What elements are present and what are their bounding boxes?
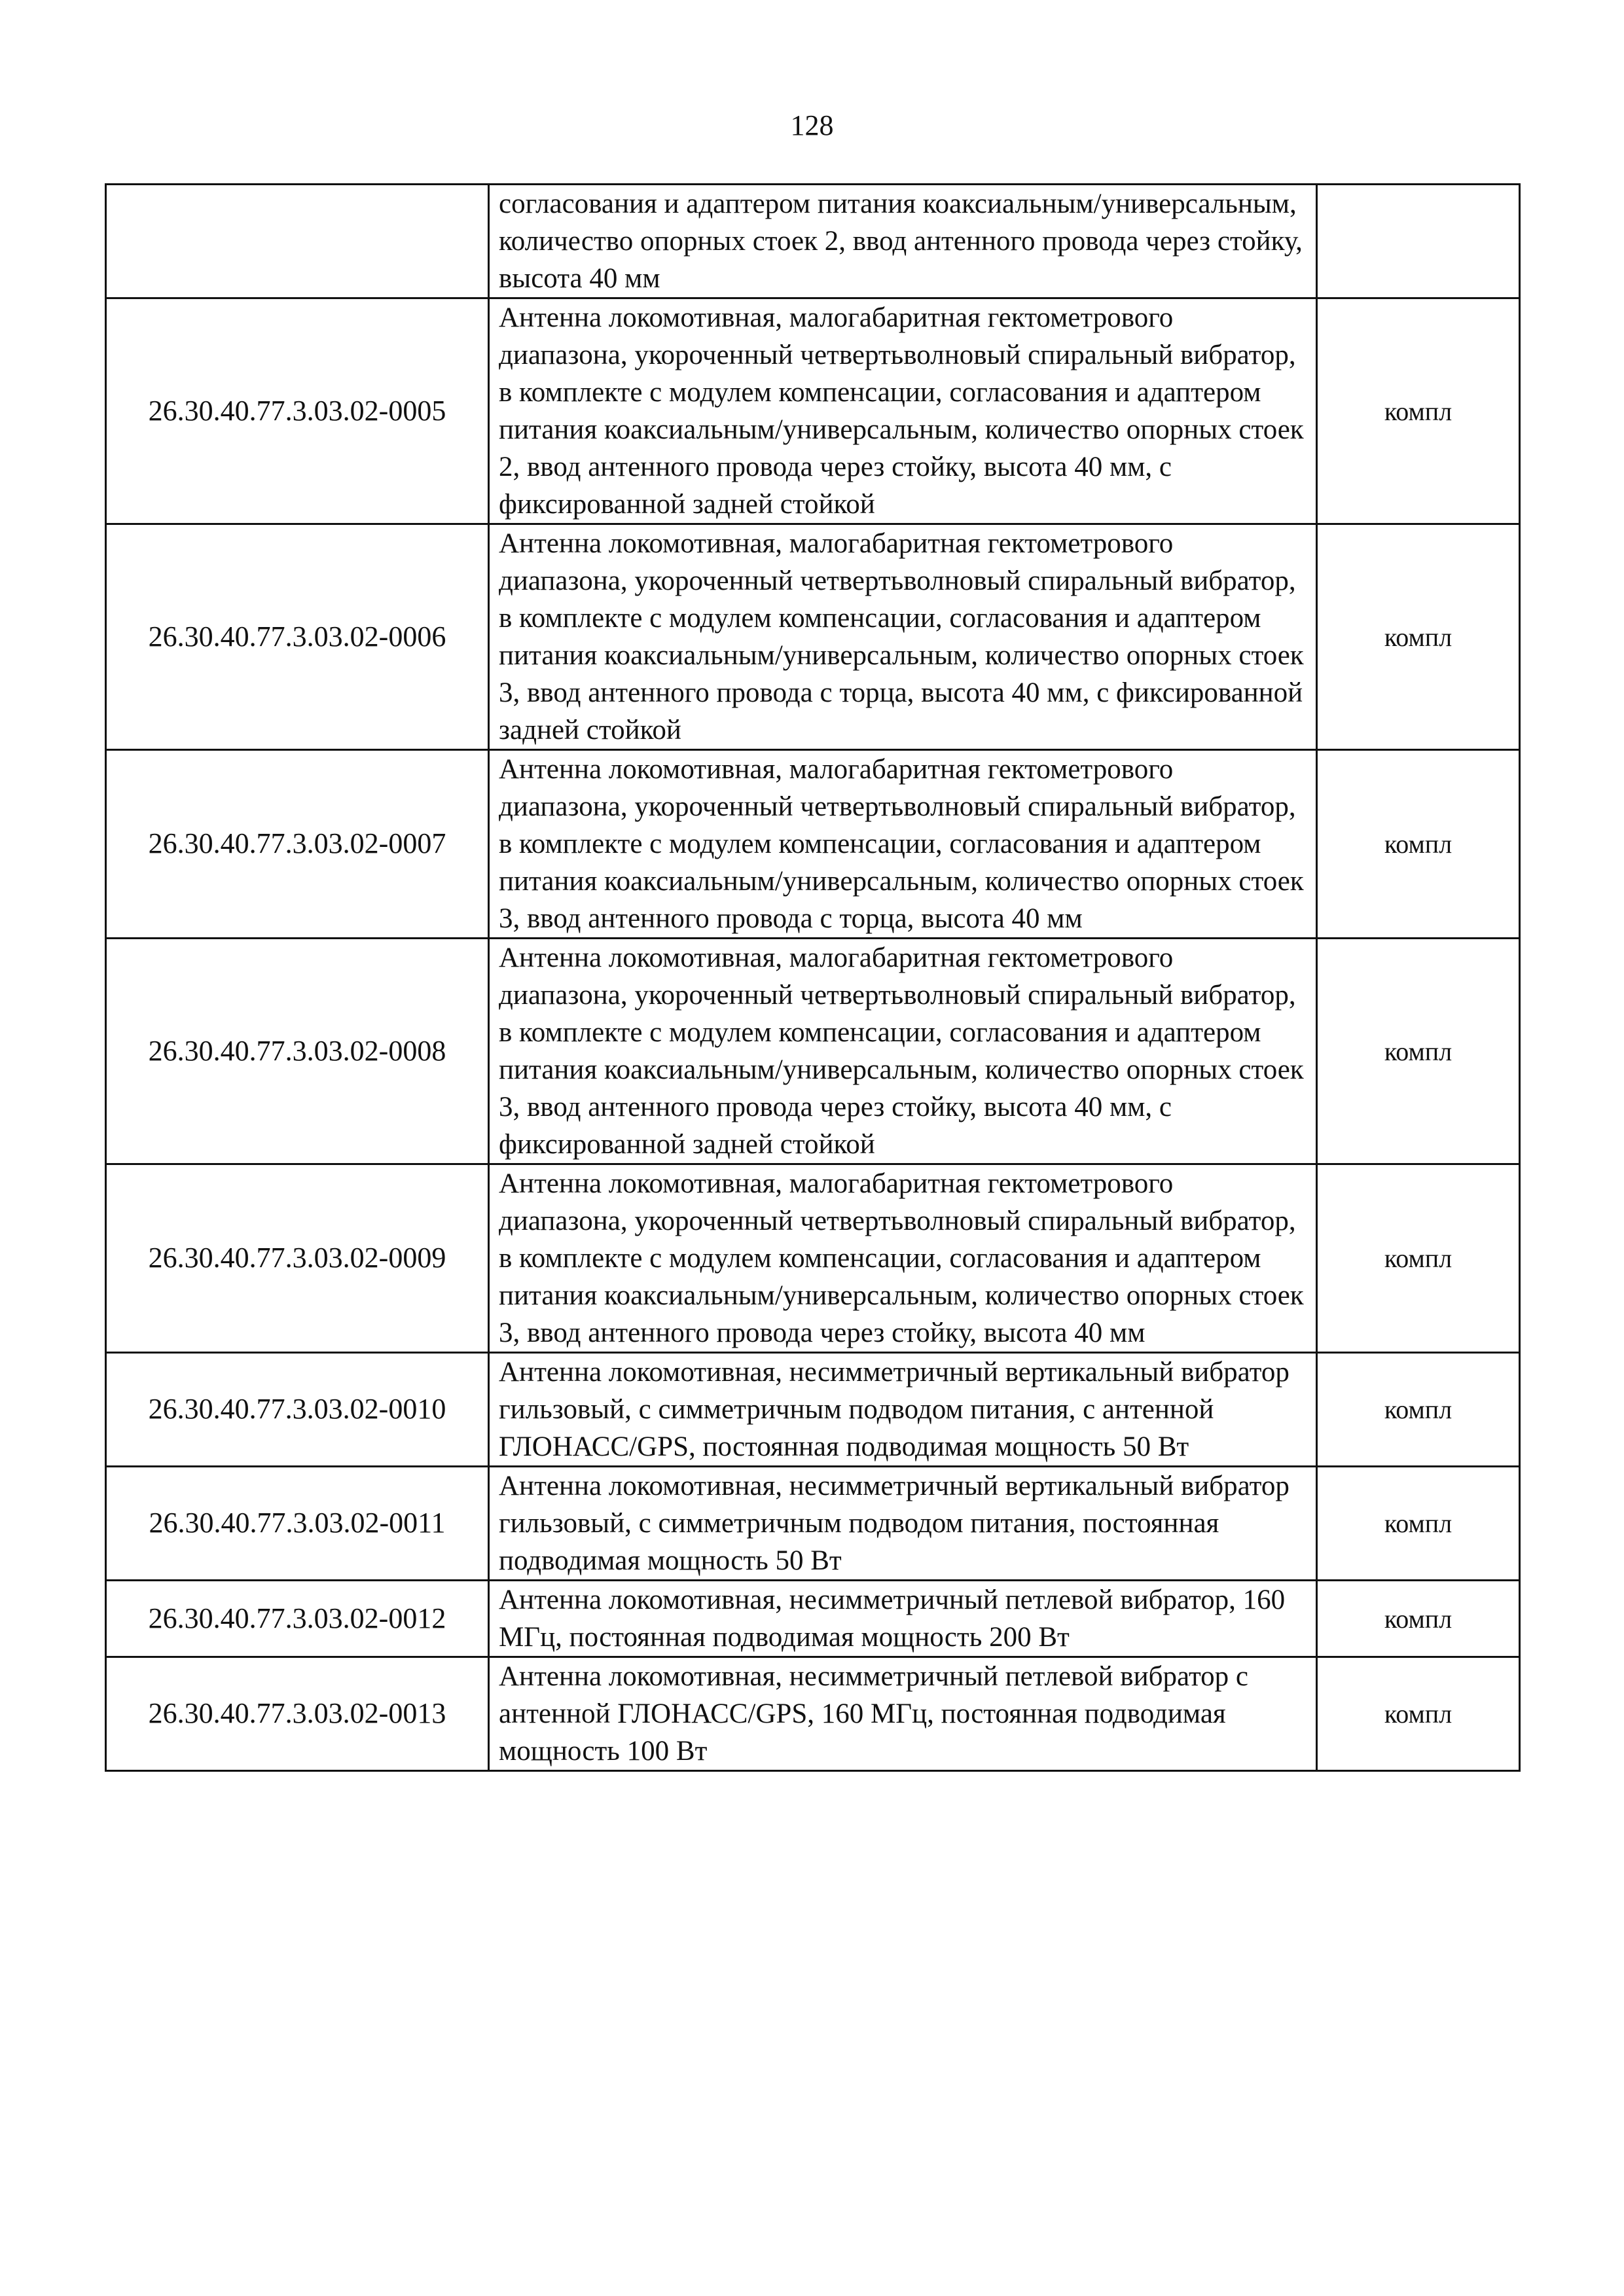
table-row — [106, 1581, 1520, 1657]
code-cell: 26.30.40.77.3.03.02-0005 — [106, 298, 489, 524]
unit-cell: компл — [1317, 1467, 1520, 1581]
description-cell: Антенна локомотивная, несимметричный петлевой вибратор, 160 МГц, постоянная подводимая мощность 200 Вт — [489, 1581, 1317, 1657]
table-row — [106, 1467, 1520, 1581]
unit-cell: компл — [1317, 750, 1520, 939]
description-cell: Антенна локомотивная, несимметричный петлевой вибратор с антенной ГЛОНАСС/GPS, 160 МГц, постоянная подводимая мощность 100 Вт — [489, 1657, 1317, 1771]
code-cell: 26.30.40.77.3.03.02-0010 — [106, 1353, 489, 1467]
unit-cell: компл — [1317, 524, 1520, 750]
unit-cell: компл — [1317, 1657, 1520, 1771]
description-cell: Антенна локомотивная, малогабаритная гектометрового диапазона, укороченный четвертьволновый спиральный вибратор, в комплекте с модулем компенсации, согласования и адаптером питания коаксиальным/универсальным, количество опорных стоек 3, ввод антенного провода через стойку, высота 40 мм, с фиксированной задней стойкой — [489, 939, 1317, 1164]
description-cell: Антенна локомотивная, несимметричный вертикальный вибратор гильзовый, с симметричным подводом питания, с антенной ГЛОНАСС/GPS, постоянная подводимая мощность 50 Вт — [489, 1353, 1317, 1467]
code-cell: 26.30.40.77.3.03.02-0009 — [106, 1164, 489, 1353]
code-cell: 26.30.40.77.3.03.02-0011 — [106, 1467, 489, 1581]
table-row — [106, 939, 1520, 1164]
description-cell: Антенна локомотивная, малогабаритная гектометрового диапазона, укороченный четвертьволновый спиральный вибратор, в комплекте с модулем компенсации, согласования и адаптером питания коаксиальным/универсальным, количество опорных стоек 3, ввод антенного провода с торца, высота 40 мм, с фиксированной задней стойкой — [489, 524, 1317, 750]
unit-cell: компл — [1317, 1581, 1520, 1657]
code-cell: 26.30.40.77.3.03.02-0006 — [106, 524, 489, 750]
table-row — [106, 1353, 1520, 1467]
unit-cell: компл — [1317, 298, 1520, 524]
description-cell: Антенна локомотивная, малогабаритная гектометрового диапазона, укороченный четвертьволновый спиральный вибратор, в комплекте с модулем компенсации, согласования и адаптером питания коаксиальным/универсальным, количество опорных стоек 3, ввод антенного провода через стойку, высота 40 мм — [489, 1164, 1317, 1353]
description-cell: Антенна локомотивная, несимметричный вертикальный вибратор гильзовый, с симметричным подводом питания, постоянная подводимая мощность 50 Вт — [489, 1467, 1317, 1581]
code-cell: 26.30.40.77.3.03.02-0013 — [106, 1657, 489, 1771]
unit-cell: компл — [1317, 1164, 1520, 1353]
table-row — [106, 298, 1520, 524]
description-cell: Антенна локомотивная, малогабаритная гектометрового диапазона, укороченный четвертьволновый спиральный вибратор, в комплекте с модулем компенсации, согласования и адаптером питания коаксиальным/универсальным, количество опорных стоек 2, ввод антенного провода через стойку, высота 40 мм, с фиксированной задней стойкой — [489, 298, 1317, 524]
code-cell — [106, 185, 489, 298]
resource-table — [105, 183, 1521, 1772]
table-row — [106, 1164, 1520, 1353]
description-cell: Антенна локомотивная, малогабаритная гектометрового диапазона, укороченный четвертьволновый спиральный вибратор, в комплекте с модулем компенсации, согласования и адаптером питания коаксиальным/универсальным, количество опорных стоек 3, ввод антенного провода с торца, высота 40 мм — [489, 750, 1317, 939]
code-cell: 26.30.40.77.3.03.02-0008 — [106, 939, 489, 1164]
table-row — [106, 524, 1520, 750]
page-number: 128 — [790, 109, 834, 141]
code-cell: 26.30.40.77.3.03.02-0012 — [106, 1581, 489, 1657]
unit-cell: компл — [1317, 939, 1520, 1164]
unit-cell: компл — [1317, 1353, 1520, 1467]
table-row — [106, 1657, 1520, 1771]
table-row — [106, 185, 1520, 298]
code-cell: 26.30.40.77.3.03.02-0007 — [106, 750, 489, 939]
description-cell: согласования и адаптером питания коаксиальным/универсальным, количество опорных стоек 2, ввод антенного провода через стойку, высота 40 мм — [489, 185, 1317, 298]
unit-cell — [1317, 185, 1520, 298]
table-row — [106, 750, 1520, 939]
